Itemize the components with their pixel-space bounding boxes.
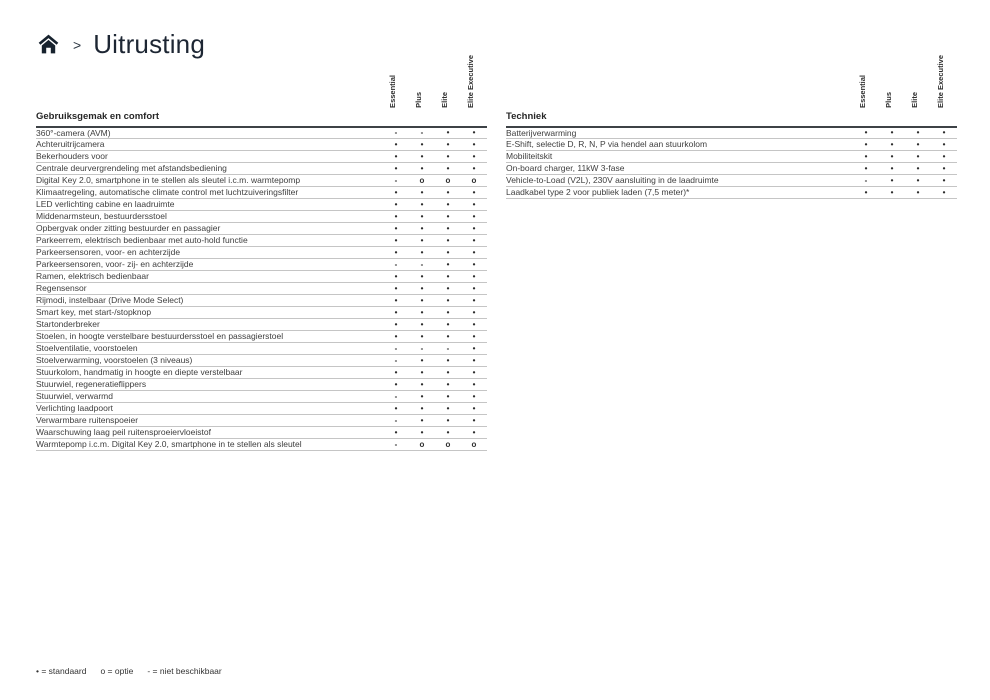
feature-label: Rijmodi, instelbaar (Drive Mode Select) (36, 295, 383, 307)
section-title: Techniek (506, 111, 547, 122)
standard-marker: • (435, 295, 461, 307)
table-row (36, 307, 487, 319)
standard-marker: • (383, 367, 409, 379)
standard-marker: • (435, 367, 461, 379)
standard-marker: • (461, 211, 487, 223)
column-header-label: Plus (414, 92, 424, 108)
legend (36, 666, 222, 676)
column-header-label: Elite Executive (936, 55, 946, 108)
column-header-elite (902, 38, 928, 108)
feature-label: Middenarmsteun, bestuurdersstoel (36, 211, 383, 223)
feature-label: Warmtepomp i.c.m. Digital Key 2.0, smartphone in te stellen als sleutel (36, 439, 383, 451)
standard-marker: • (435, 199, 461, 211)
table-row (36, 211, 487, 223)
standard-marker: • (461, 427, 487, 439)
standard-marker: • (435, 139, 461, 151)
table-row (36, 187, 487, 199)
option-marker: o (435, 439, 461, 451)
spec-table-block (506, 38, 957, 451)
standard-marker: • (879, 139, 905, 151)
spec-table (36, 126, 487, 452)
column-header-elite-executive (928, 38, 954, 108)
standard-marker: • (409, 415, 435, 427)
feature-label: On-board charger, 11kW 3-fase (506, 163, 853, 175)
feature-label: Startonderbreker (36, 319, 383, 331)
table-row (36, 331, 487, 343)
standard-marker: • (853, 127, 879, 139)
standard-marker: • (461, 343, 487, 355)
standard-marker: • (435, 151, 461, 163)
standard-marker: • (409, 199, 435, 211)
standard-marker: • (461, 391, 487, 403)
table-row (36, 199, 487, 211)
not-available-marker: - (409, 127, 435, 139)
standard-marker: • (931, 175, 957, 187)
not-available-marker: - (435, 343, 461, 355)
standard-marker: • (409, 379, 435, 391)
option-marker: o (435, 175, 461, 187)
table-row (506, 187, 957, 199)
table-row (36, 283, 487, 295)
standard-marker: • (409, 223, 435, 235)
standard-marker: • (409, 307, 435, 319)
standard-marker: • (435, 391, 461, 403)
not-available-marker: - (409, 259, 435, 271)
standard-marker: • (461, 367, 487, 379)
standard-marker: • (383, 247, 409, 259)
table-row (36, 415, 487, 427)
standard-marker: • (409, 163, 435, 175)
feature-label: Digital Key 2.0, smartphone in te stellen als sleutel i.c.m. warmtepomp (36, 175, 383, 187)
feature-label: Stuurkolom, handmatig in hoogte en diepte verstelbaar (36, 367, 383, 379)
column-header-label: Elite (910, 92, 920, 108)
column-header-plus (876, 38, 902, 108)
not-available-marker: - (383, 127, 409, 139)
standard-marker: • (461, 379, 487, 391)
tables-area (36, 38, 957, 451)
standard-marker: • (879, 151, 905, 163)
standard-marker: • (409, 403, 435, 415)
column-header-plus (406, 38, 432, 108)
standard-marker: • (435, 259, 461, 271)
table-row (36, 127, 487, 139)
legend-option: o = optie (100, 666, 134, 676)
standard-marker: • (409, 427, 435, 439)
feature-label: Stoelverwarming, voorstoelen (3 niveaus) (36, 355, 383, 367)
table-row (36, 403, 487, 415)
standard-marker: • (461, 307, 487, 319)
option-marker: o (461, 439, 487, 451)
standard-marker: • (905, 187, 931, 199)
standard-marker: • (435, 283, 461, 295)
feature-label: Ramen, elektrisch bedienbaar (36, 271, 383, 283)
table-row (36, 163, 487, 175)
table-row (506, 163, 957, 175)
feature-label: Vehicle-to-Load (V2L), 230V aansluiting in de laadruimte (506, 175, 853, 187)
feature-label: Klimaatregeling, automatische climate control met luchtzuiveringsfilter (36, 187, 383, 199)
standard-marker: • (853, 187, 879, 199)
table-row (36, 175, 487, 187)
feature-label: E-Shift, selectie D, R, N, P via hendel aan stuurkolom (506, 139, 853, 151)
feature-label: Achteruitrijcamera (36, 139, 383, 151)
table-row (36, 319, 487, 331)
table-row (506, 127, 957, 139)
standard-marker: • (409, 235, 435, 247)
standard-marker: • (435, 403, 461, 415)
standard-marker: • (461, 187, 487, 199)
standard-marker: • (383, 295, 409, 307)
standard-marker: • (409, 319, 435, 331)
column-header-elite-executive (458, 38, 484, 108)
standard-marker: • (461, 355, 487, 367)
table-row (36, 139, 487, 151)
standard-marker: • (905, 139, 931, 151)
standard-marker: • (435, 331, 461, 343)
standard-marker: • (853, 163, 879, 175)
feature-label: Regensensor (36, 283, 383, 295)
standard-marker: • (461, 283, 487, 295)
column-headers (36, 38, 487, 108)
standard-marker: • (931, 127, 957, 139)
standard-marker: • (461, 199, 487, 211)
standard-marker: • (461, 403, 487, 415)
standard-marker: • (409, 211, 435, 223)
standard-marker: • (383, 271, 409, 283)
standard-marker: • (435, 379, 461, 391)
table-row (36, 271, 487, 283)
standard-marker: • (435, 211, 461, 223)
not-available-marker: - (383, 343, 409, 355)
standard-marker: • (409, 391, 435, 403)
standard-marker: • (383, 211, 409, 223)
standard-marker: • (461, 163, 487, 175)
feature-label: 360°-camera (AVM) (36, 127, 383, 139)
table-row (36, 223, 487, 235)
standard-marker: • (435, 163, 461, 175)
standard-marker: • (435, 355, 461, 367)
standard-marker: • (409, 151, 435, 163)
table-row (36, 259, 487, 271)
not-available-marker: - (383, 355, 409, 367)
standard-marker: • (461, 223, 487, 235)
column-header-essential (850, 38, 876, 108)
standard-marker: • (383, 427, 409, 439)
standard-marker: • (435, 415, 461, 427)
feature-label: Centrale deurvergrendeling met afstandsbediening (36, 163, 383, 175)
standard-marker: • (931, 187, 957, 199)
standard-marker: • (383, 139, 409, 151)
standard-marker: • (409, 271, 435, 283)
feature-label: Stoelventilatie, voorstoelen (36, 343, 383, 355)
feature-label: Smart key, met start-/stopknop (36, 307, 383, 319)
feature-label: Parkeerrem, elektrisch bedienbaar met auto-hold functie (36, 235, 383, 247)
standard-marker: • (905, 151, 931, 163)
standard-marker: • (461, 127, 487, 139)
standard-marker: • (853, 139, 879, 151)
not-available-marker: - (383, 259, 409, 271)
column-header-label: Essential (858, 75, 868, 108)
table-row (36, 247, 487, 259)
standard-marker: • (383, 187, 409, 199)
column-header-elite (432, 38, 458, 108)
standard-marker: • (409, 247, 435, 259)
standard-marker: • (905, 127, 931, 139)
standard-marker: • (461, 415, 487, 427)
column-header-essential (380, 38, 406, 108)
standard-marker: • (435, 247, 461, 259)
not-available-marker: - (383, 175, 409, 187)
standard-marker: • (383, 163, 409, 175)
standard-marker: • (383, 379, 409, 391)
standard-marker: • (383, 199, 409, 211)
standard-marker: • (409, 331, 435, 343)
page-title: Uitrusting (93, 29, 206, 59)
standard-marker: • (383, 307, 409, 319)
table-row (36, 151, 487, 163)
standard-marker: • (409, 355, 435, 367)
standard-marker: • (435, 127, 461, 139)
table-row (36, 391, 487, 403)
standard-marker: • (461, 247, 487, 259)
standard-marker: • (435, 319, 461, 331)
table-row (506, 175, 957, 187)
table-row (36, 427, 487, 439)
standard-marker: • (879, 187, 905, 199)
table-row (36, 367, 487, 379)
table-row (36, 235, 487, 247)
feature-label: Verlichting laadpoort (36, 403, 383, 415)
spec-table-block (36, 38, 487, 451)
standard-marker: • (931, 139, 957, 151)
feature-label: Waarschuwing laag peil ruitensproeiervloeistof (36, 427, 383, 439)
feature-label: LED verlichting cabine en laadruimte (36, 199, 383, 211)
standard-marker: • (409, 187, 435, 199)
table-row (36, 355, 487, 367)
standard-marker: • (409, 367, 435, 379)
standard-marker: • (383, 283, 409, 295)
table-row (506, 151, 957, 163)
standard-marker: • (383, 319, 409, 331)
not-available-marker: - (409, 343, 435, 355)
standard-marker: • (879, 127, 905, 139)
feature-label: Bekerhouders voor (36, 151, 383, 163)
column-header-label: Plus (884, 92, 894, 108)
standard-marker: • (435, 427, 461, 439)
column-headers (506, 38, 957, 108)
not-available-marker: - (383, 391, 409, 403)
standard-marker: • (435, 307, 461, 319)
standard-marker: • (461, 235, 487, 247)
legend-not-available: - = niet beschikbaar (147, 666, 222, 676)
standard-marker: • (435, 223, 461, 235)
feature-label: Laadkabel type 2 voor publiek laden (7,5 meter)* (506, 187, 853, 199)
table-row (36, 343, 487, 355)
standard-marker: • (435, 235, 461, 247)
standard-marker: • (461, 331, 487, 343)
legend-standard: • = standaard (36, 666, 87, 676)
standard-marker: • (409, 295, 435, 307)
feature-label: Stoelen, in hoogte verstelbare bestuurdersstoel en passagierstoel (36, 331, 383, 343)
not-available-marker: - (853, 175, 879, 187)
standard-marker: • (879, 175, 905, 187)
column-header-label: Elite Executive (466, 55, 476, 108)
standard-marker: • (435, 187, 461, 199)
standard-marker: • (853, 151, 879, 163)
feature-label: Batterijverwarming (506, 127, 853, 139)
standard-marker: • (461, 259, 487, 271)
table-row (36, 295, 487, 307)
standard-marker: • (409, 139, 435, 151)
option-marker: o (461, 175, 487, 187)
standard-marker: • (931, 163, 957, 175)
standard-marker: • (383, 223, 409, 235)
standard-marker: • (461, 295, 487, 307)
standard-marker: • (461, 319, 487, 331)
table-row (36, 439, 487, 451)
standard-marker: • (905, 175, 931, 187)
option-marker: o (409, 439, 435, 451)
feature-label: Parkeersensoren, voor- en achterzijde (36, 247, 383, 259)
spec-table (506, 126, 957, 200)
standard-marker: • (461, 139, 487, 151)
standard-marker: • (383, 403, 409, 415)
table-row (506, 139, 957, 151)
breadcrumb-separator: > (73, 37, 82, 53)
section-title: Gebruiksgemak en comfort (36, 111, 160, 122)
not-available-marker: - (383, 439, 409, 451)
standard-marker: • (409, 283, 435, 295)
standard-marker: • (383, 151, 409, 163)
feature-label: Opbergvak onder zitting bestuurder en passagier (36, 223, 383, 235)
column-header-label: Essential (388, 75, 398, 108)
standard-marker: • (879, 163, 905, 175)
column-header-label: Elite (440, 92, 450, 108)
feature-label: Parkeersensoren, voor- zij- en achterzijde (36, 259, 383, 271)
feature-label: Stuurwiel, verwarmd (36, 391, 383, 403)
standard-marker: • (461, 271, 487, 283)
not-available-marker: - (383, 415, 409, 427)
standard-marker: • (905, 163, 931, 175)
table-row (36, 379, 487, 391)
option-marker: o (409, 175, 435, 187)
standard-marker: • (383, 235, 409, 247)
standard-marker: • (383, 331, 409, 343)
feature-label: Verwarmbare ruitenspoeier (36, 415, 383, 427)
standard-marker: • (435, 271, 461, 283)
feature-label: Mobiliteitskit (506, 151, 853, 163)
standard-marker: • (931, 151, 957, 163)
feature-label: Stuurwiel, regeneratieflippers (36, 379, 383, 391)
standard-marker: • (461, 151, 487, 163)
